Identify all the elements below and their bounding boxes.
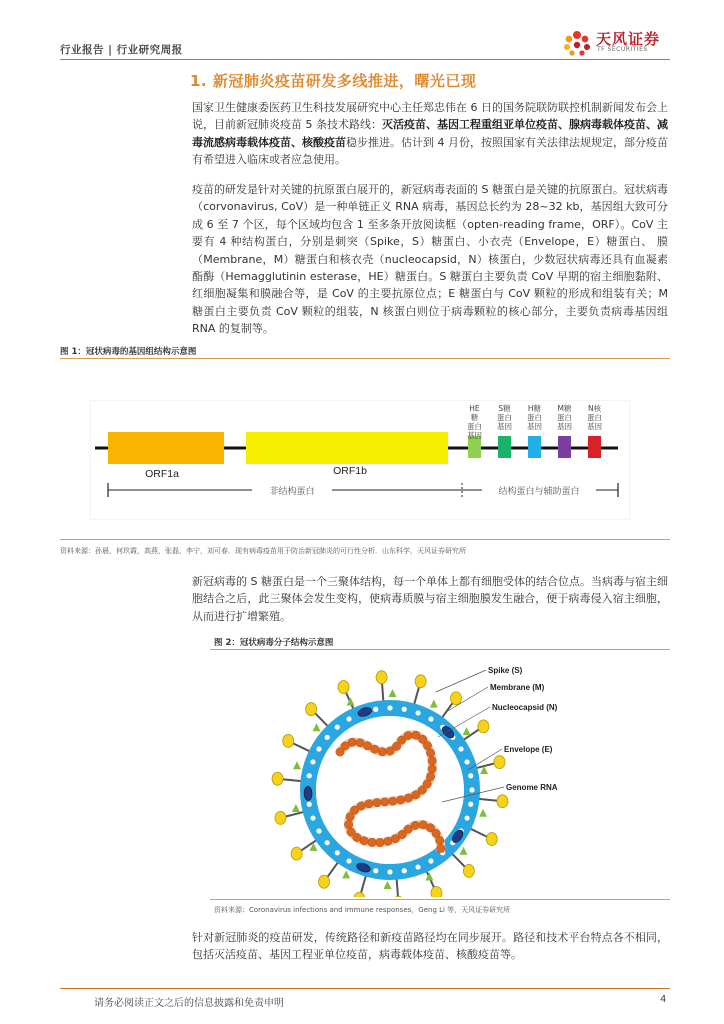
tf-logo-icon [560,26,594,60]
membrane-protein [388,689,396,697]
brand-logo [560,26,670,60]
membrane-dot [346,716,351,721]
membrane-dot [307,773,312,778]
membrane-dot [464,815,469,820]
header-breadcrumb: 行业报告 | 行业研究周报 [60,44,183,56]
membrane-dot [325,735,330,740]
membrane-dot [373,707,378,712]
gene-label-0-1: HE [469,404,480,413]
gene-block-4 [588,436,601,458]
membrane-dot [316,746,321,751]
spike-head [463,864,474,877]
label-membrane: Membrane (M) [490,683,545,692]
paragraph-s-protein: 新冠病毒的 S 糖蛋白是一个三聚体结构，每一个单体上都有细胞受体的结合位点。当病毒与宿主细胞结合之后，此三聚体会发生变构，使病毒质膜与宿主细胞膜发生融合，便于病毒侵入宿主细胞，从而进行扩增繁殖。 [192,575,668,623]
gene-label-3-3: 基因 [557,422,572,431]
gene-block-3 [558,436,571,458]
membrane-protein [479,809,487,817]
spike-head [291,847,302,860]
membrane-dot [415,710,420,715]
figure2-bottom-rule [210,899,670,900]
genome-structure-diagram [90,400,630,520]
gene-label-2-1: H糖 [527,404,542,413]
spike-head [431,887,442,897]
spike-head [338,680,349,693]
gene-block-2 [528,436,541,458]
spike-stalk [285,812,304,817]
spike-head [306,703,317,716]
spike-head [354,892,365,897]
spike-head [275,811,286,824]
figure2-source: 资料来源：Coronavirus infections and immune responses，Geng Li 等，天风证券研究所 [214,906,511,914]
spike-head [494,756,505,769]
nucleocapsid-bead [397,796,405,804]
nucleocapsid-bead [344,820,352,828]
nucleocapsid-bead [426,749,434,757]
nucleocapsid-bead [346,813,354,821]
spike-stalk [397,878,398,897]
brand-name-en: TF SECURITIES [597,46,648,53]
nucleocapsid-bead [389,797,397,805]
nonstructural-label: 非结构蛋白 [269,487,315,497]
spike-head [393,896,404,897]
spike-stalk [382,682,383,702]
gene-label-0-3: 蛋白 [467,422,482,431]
nucleocapsid-bead [370,745,378,753]
gene-label-0-4: 基因 [467,431,482,440]
spike-stalk [451,853,465,867]
brand-name-cn: 天风证券 [596,30,661,48]
nucleocapsid-bead [437,844,445,852]
nucleocapsid-bead [384,837,392,845]
membrane-dot [468,773,473,778]
spike-head [497,795,508,808]
membrane-dot [325,840,330,845]
nucleocapsid-bead [376,838,384,846]
spike-stalk [414,686,419,705]
spike-stalk [293,743,311,752]
membrane-dot [402,707,407,712]
nucleocapsid-bead [428,765,436,773]
spike-head [450,692,461,705]
spike-stalk [361,875,366,894]
membrane-dot [310,815,315,820]
gene-label-1-2: 蛋白 [497,413,512,422]
nucleocapsid-bead [356,739,364,747]
membrane-dot [415,864,420,869]
figure2-top-rule [210,649,670,650]
gene-label-1-1: S糖 [498,404,511,413]
membrane-dot [335,850,340,855]
spike-stalk [478,799,498,801]
spike-head [415,675,426,688]
leader-spike [436,670,486,692]
membrane-dot [464,759,469,764]
membrane-dot [387,705,392,710]
membrane-dot [402,868,407,873]
label-spike: Spike (S) [488,666,523,675]
membrane-dot [307,802,312,807]
membrane-dot [316,828,321,833]
envelope-protein-2 [304,786,313,800]
membrane-dot [373,868,378,873]
figure1-bottom-rule [60,539,670,540]
nucleocapsid-bead [365,800,373,808]
spike-head [478,720,489,733]
membrane-protein [384,881,392,889]
p1-bold-routes: 灭活疫苗、基因工程重组亚单位疫苗、腺病毒载体疫苗、减毒流感病毒载体疫苗、核酸疫苗 [192,118,668,149]
membrane-protein [293,761,301,769]
figure1-title: 图 1：冠状病毒的基因组结构示意图 [60,347,197,357]
p1-text-b: 稳步推进。估计到 4 月份，按照国家有关法律法规规定，部分疫苗有希望进入临床或者应急使用。 [192,135,668,167]
spike-head [376,671,387,684]
membrane-protein [292,804,300,812]
membrane-dot [346,858,351,863]
spike-head [283,734,294,747]
membrane-protein [463,727,471,735]
membrane-dot [428,716,433,721]
orf1a-label: ORF1a [145,468,179,480]
membrane-dot [469,787,474,792]
membrane-dot [335,725,340,730]
nucleocapsid-bead [428,757,436,765]
nucleocapsid-bead [411,821,419,829]
label-nucleocapsid: Nucleocapsid (N) [492,703,558,712]
header-divider [60,59,670,60]
spike-stalk [327,861,339,877]
membrane-dot [310,759,315,764]
nucleocapsid-bead [368,838,376,846]
gene-label-4-1: N核 [587,404,602,413]
membrane-dot [428,858,433,863]
spike-stalk [283,779,303,781]
virus-structure-diagram [210,652,670,897]
spike-stalk [475,763,494,768]
spike-stalk [441,702,453,718]
paragraph-vaccine-routes [192,99,668,169]
paragraph-vaccine-paths: 针对新冠肺炎的疫苗研发，传统路径和新疫苗路径均在同步展开。路径和技术平台特点各不相同，包括灭活疫苗、基因工程亚单位疫苗，病毒载体疫苗、核酸疫苗等。 [192,931,668,962]
nucleocapsid-bead [378,748,386,756]
figure1-top-rule [60,358,670,359]
figure1-source: 资料来源：孙晨，何玖霞，高燕，张磊，李宁，刘可春．现有病毒疫苗用于防治新冠肺炎的可行性分析．山东科学，天风证券研究所 [60,547,466,555]
membrane-protein [342,870,350,878]
page-header [60,30,670,72]
gene-label-4-3: 基因 [587,422,602,431]
membrane-protein [430,700,438,708]
footer-divider [60,988,670,989]
figure2-title: 图 2：冠状病毒分子结构示意图 [214,638,334,648]
page-number: 4 [660,994,667,1005]
p1-text-a: 国家卫生健康委医药卫生科技发展研究中心主任郑忠伟在 6 日的国务院联防联控机制新闻发布会上说，目前新冠肺炎疫苗 5 条技术路线： [192,101,668,132]
membrane-dot [387,869,392,874]
structural-label: 结构蛋白与辅助蛋白 [498,487,580,497]
footer-disclaimer: 请务必阅读正文之后的信息披露和免责申明 [94,998,284,1009]
membrane-dot [468,802,473,807]
gene-label-2-2: 蛋白 [527,413,542,422]
section-title: 1. 新冠肺炎疫苗研发多线推进，曙光已现 [190,72,477,90]
nucleocapsid-bead [373,798,381,806]
membrane-dot [458,746,463,751]
spike-stalk [469,828,487,837]
gene-label-1-3: 基因 [497,422,512,431]
orf1a-block [108,432,224,464]
paragraph-antigen-proteins: 疫苗的研发是针对关键的抗原蛋白展开的，新冠病毒表面的 S 糖蛋白是关键的抗原蛋白。冠状病毒（corvonavirus, CoV）是一种单链正义 RNA 病毒，基因总长约为 28~32 kb，基因组大致可分成 6 至 7 个区，每个区域均包含 1 至多条开放阅读框（opten-reading frame，ORF）。CoV 主要有 4 种结构蛋白，分别是刺突（Spike，S）糖蛋白、小衣壳（Envelope，E）糖蛋白、 膜（Membrane，M）糖蛋白和核衣壳（nucleocapsid，N）核蛋白，少数冠状病毒还具有血凝素酯酶（Hemagglutinin esterase，HE）糖蛋白。S 糖蛋白主要负责 CoV 早期的宿主细胞黏附、红细胞凝集和膜融合等，是 CoV 的主要抗原位点；E 糖蛋白与 CoV 颗粒的形成和组装有关；M 糖蛋白主要负责 CoV 颗粒的组装，N 核蛋白则位于病毒颗粒的核心部分，主要负责病毒基因组 RNA 的复制等。 [192,183,668,336]
orf1b-block [246,432,448,464]
nucleocapsid-bead [360,837,368,845]
spike-head [319,875,330,888]
membrane-protein [425,873,433,881]
label-genome-rna: Genome RNA [506,783,558,792]
nucleocapsid-bead [404,731,412,739]
gene-label-0-2: 糖 [470,413,479,422]
gene-label-3-1: M糖 [557,404,572,413]
gene-label-4-2: 蛋白 [587,413,602,422]
nucleocapsid-bead [381,798,389,806]
membrane-protein [313,723,321,731]
label-envelope: Envelope (E) [504,745,553,754]
gene-label-3-2: 蛋白 [557,413,572,422]
membrane-protein [459,847,467,855]
gene-block-1 [498,436,511,458]
nucleocapsid-bead [436,836,444,844]
nucleocapsid-bead [404,794,412,802]
nucleocapsid-bead [348,738,356,746]
spike-head [486,833,497,846]
spike-head [272,772,283,785]
gene-label-2-3: 基因 [527,422,542,431]
orf1b-label: ORF1b [333,465,367,477]
